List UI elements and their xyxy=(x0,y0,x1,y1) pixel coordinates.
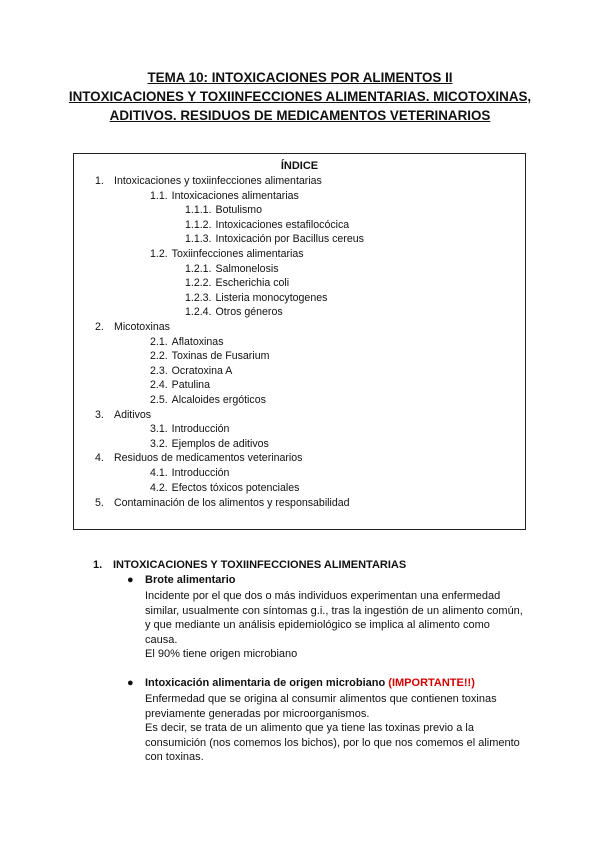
paragraph-line: Incidente por el que dos o más individuos experimentan una enfermedad xyxy=(145,590,501,602)
document-title xyxy=(40,68,560,125)
bullet-icon: ● xyxy=(127,677,134,689)
index-entry xyxy=(185,277,289,290)
index-entry-text: Micotoxinas xyxy=(114,321,170,333)
index-entry-number: 3. xyxy=(95,409,104,421)
index-entry-number: 4.2. xyxy=(150,482,168,494)
index-entry-text: Otros géneros xyxy=(215,306,283,318)
index-entry-number: 1.2. xyxy=(150,248,168,260)
index-entry-number: 2.2. xyxy=(150,350,168,362)
index-entry-number: 3.2. xyxy=(150,438,168,450)
index-entry-text: Aflatoxinas xyxy=(171,336,224,348)
index-entry xyxy=(150,190,299,203)
index-entry xyxy=(95,175,322,188)
index-heading: ÍNDICE xyxy=(280,160,319,172)
index-entry-number: 1.2.3. xyxy=(185,292,212,304)
index-entry-number: 1.2.1. xyxy=(185,263,212,275)
index-entry-text: Listeria monocytogenes xyxy=(215,292,328,304)
paragraph-brote xyxy=(145,589,540,662)
index-entry-text: Intoxicaciones alimentarias xyxy=(171,190,299,202)
index-entry xyxy=(150,467,229,480)
index-entry-number: 1.1.2. xyxy=(185,219,212,231)
index-box xyxy=(73,153,526,530)
bullet-title-text: Intoxicación alimentaria de origen microbiano xyxy=(145,677,386,689)
paragraph-line: consumición (nos comemos los bichos), por lo que nos comemos el alimento xyxy=(145,736,520,749)
index-entry xyxy=(185,263,279,276)
index-entry-text: Botulismo xyxy=(215,204,263,216)
index-entry-number: 1.2.2. xyxy=(185,277,212,289)
title-line-2: INTOXICACIONES Y TOXIINFECCIONES ALIMENTARIAS. MICOTOXINAS, xyxy=(68,89,532,104)
index-entry xyxy=(150,336,224,349)
index-entry-text: Patulina xyxy=(171,379,210,391)
index-entry-text: Intoxicaciones y toxiinfecciones alimentarias xyxy=(114,175,322,187)
index-entry-number: 1.1.3. xyxy=(185,233,212,245)
index-entry-text: Ejemplos de aditivos xyxy=(171,438,269,450)
index-entry-number: 2.1. xyxy=(150,336,168,348)
bullet-title-intoxicacion xyxy=(145,677,475,689)
index-entry-number: 1.1.1. xyxy=(185,204,212,216)
index-entry-text: Toxinas de Fusarium xyxy=(171,350,270,362)
index-entry-number: 1.2.4. xyxy=(185,306,212,318)
index-entry xyxy=(185,219,349,232)
bullet-icon: ● xyxy=(127,574,134,586)
index-entry xyxy=(150,423,229,436)
paragraph-line: causa. xyxy=(145,633,178,646)
section-1-number: 1. xyxy=(93,559,103,571)
index-entry xyxy=(95,321,170,334)
title-line-1: TEMA 10: INTOXICACIONES POR ALIMENTOS II xyxy=(147,70,453,85)
index-entry-text: Ocratoxina A xyxy=(171,365,233,377)
index-entry-text: Introducción xyxy=(171,423,230,435)
index-entry-number: 2. xyxy=(95,321,104,333)
index-entry xyxy=(95,452,302,465)
index-entry xyxy=(185,306,283,319)
paragraph-line: Es decir, se trata de un alimento que ya tiene las toxinas previo a la xyxy=(145,722,474,734)
section-1-title: INTOXICACIONES Y TOXIINFECCIONES ALIMENTARIAS xyxy=(113,559,407,571)
index-entry-text: Salmonelosis xyxy=(215,263,279,275)
index-entry xyxy=(185,204,262,217)
index-entry-text: Toxiinfecciones alimentarias xyxy=(171,248,304,260)
index-entry-number: 4. xyxy=(95,452,104,464)
index-entry xyxy=(150,350,269,363)
paragraph-line: similar, usualmente con síntomas g.i., tras la ingestión de un alimento común, xyxy=(145,604,523,617)
index-entry-text: Contaminación de los alimentos y responsabilidad xyxy=(114,497,350,509)
index-entry xyxy=(150,365,232,378)
paragraph-line: Enfermedad que se origina al consumir alimentos que contienen toxinas xyxy=(145,693,497,705)
index-entry-number: 2.4. xyxy=(150,379,168,391)
index-entry xyxy=(150,438,269,451)
index-entry-text: Efectos tóxicos potenciales xyxy=(171,482,300,494)
index-entry-number: 3.1. xyxy=(150,423,168,435)
index-entry-text: Escherichia coli xyxy=(215,277,290,289)
index-entry-text: Alcaloides ergóticos xyxy=(171,394,266,406)
index-entry xyxy=(150,394,266,407)
important-label: (IMPORTANTE!!) xyxy=(388,677,475,689)
index-entry-text: Residuos de medicamentos veterinarios xyxy=(114,452,303,464)
paragraph-line: El 90% tiene origen microbiano xyxy=(145,648,298,660)
index-entry-number: 5. xyxy=(95,497,104,509)
index-entry-number: 1. xyxy=(95,175,104,187)
index-entry-text: Intoxicaciones estafilocócica xyxy=(215,219,350,231)
index-entry-number: 2.5. xyxy=(150,394,168,406)
paragraph-line: y que mediante un análisis epidemiológico se implica al alimento como xyxy=(145,619,490,631)
paragraph-line: previamente generadas por microorganismos. xyxy=(145,707,370,720)
index-entry xyxy=(150,248,304,261)
index-entry xyxy=(185,233,364,246)
index-entry xyxy=(185,292,327,305)
paragraph-line: con toxinas. xyxy=(145,751,204,763)
index-entry-number: 4.1. xyxy=(150,467,168,479)
paragraph-intoxicacion xyxy=(145,692,540,765)
bullet-title-brote xyxy=(145,574,235,586)
index-entry xyxy=(95,409,151,422)
index-entry-number: 1.1. xyxy=(150,190,168,202)
index-entry xyxy=(95,497,350,510)
index-entry-text: Introducción xyxy=(171,467,230,479)
index-entry-text: Aditivos xyxy=(114,409,152,421)
index-entry xyxy=(150,379,210,392)
bullet-title-text: Brote alimentario xyxy=(145,574,236,586)
index-entry-number: 2.3. xyxy=(150,365,168,377)
index-entry-text: Intoxicación por Bacillus cereus xyxy=(215,233,364,245)
section-1-heading xyxy=(93,559,406,571)
index-entry xyxy=(150,482,299,495)
title-line-3: ADITIVOS. RESIDUOS DE MEDICAMENTOS VETERINARIOS xyxy=(109,108,491,123)
